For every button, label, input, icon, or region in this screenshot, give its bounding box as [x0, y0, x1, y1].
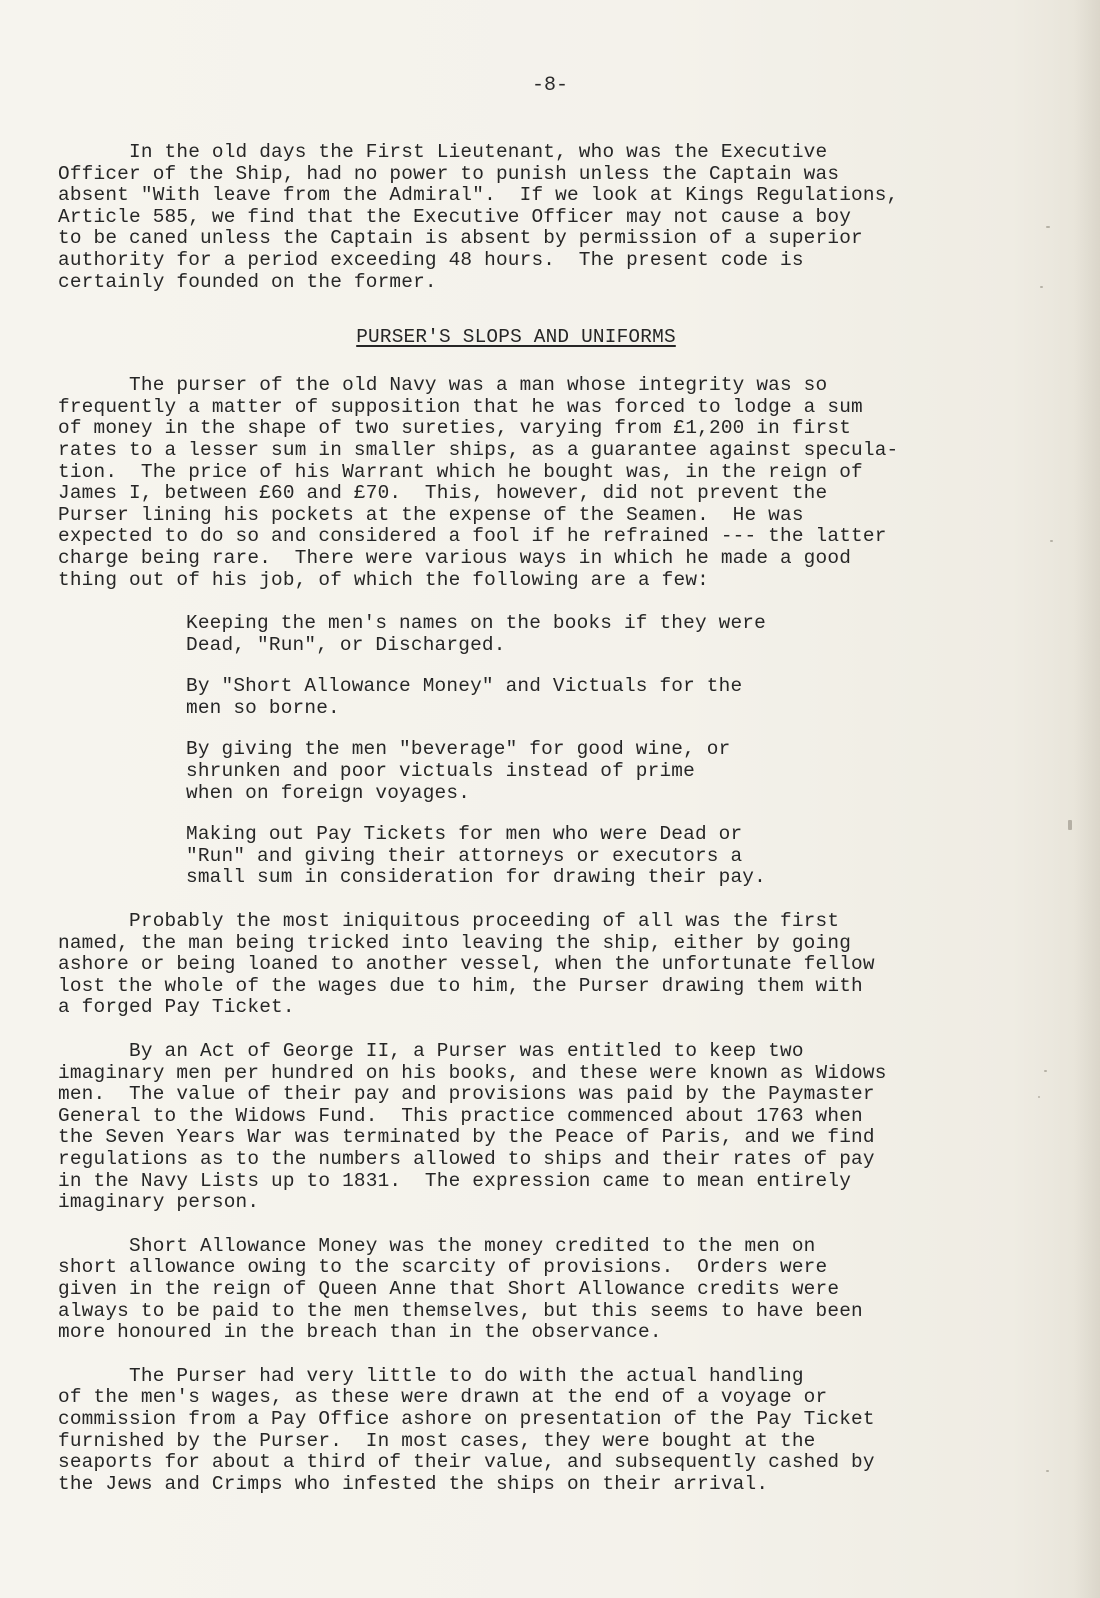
paper-speck: [1038, 1096, 1040, 1098]
text-line: The Purser had very little to do with the actual handling: [58, 1364, 804, 1387]
text-line: tion. The price of his Warrant which he bought was, in the reign of: [58, 460, 863, 483]
page-edge-shadow: [1074, 0, 1100, 1598]
text-line: a forged Pay Ticket.: [58, 996, 295, 1019]
text-line: in the Navy Lists up to 1831. The expression came to mean entirely: [58, 1169, 852, 1192]
text-line: charge being rare. There were various ways in which he made a good: [58, 546, 852, 569]
text-line: frequently a matter of supposition that he was forced to lodge a sum: [58, 395, 863, 418]
paragraph-wages-handling: [58, 1366, 988, 1496]
paragraph-purser-intro: [58, 375, 988, 591]
text-line: the Seven Years War was terminated by the Peace of Paris, and we find: [58, 1126, 875, 1149]
text-line: General to the Widows Fund. This practice commenced about 1763 when: [58, 1104, 863, 1127]
text-line: commission from a Pay Office ashore on presentation of the Pay Ticket: [58, 1407, 875, 1430]
text-line: James I, between £60 and £70. This, however, did not prevent the: [58, 482, 828, 505]
paragraph-short-allowance: [58, 1236, 988, 1344]
text-line: the Jews and Crimps who infested the ships on their arrival.: [58, 1472, 769, 1495]
text-line: shrunken and poor victuals instead of prime: [186, 760, 695, 783]
text-line: more honoured in the breach than in the observance.: [58, 1321, 662, 1344]
list-item: [186, 676, 988, 719]
text-line: of the men's wages, as these were drawn at the end of a voyage or: [58, 1386, 828, 1409]
text-line: Short Allowance Money was the money credited to the men on: [58, 1234, 816, 1257]
paper-speck: [1046, 226, 1050, 228]
text-line: named, the man being tricked into leaving the ship, either by going: [58, 931, 852, 954]
text-line: rates to a lesser sum in smaller ships, as a guarantee against specula-: [58, 438, 899, 461]
text-line: "Run" and giving their attorneys or executors a: [186, 844, 743, 867]
paper-speck: [1044, 1070, 1047, 1072]
text-line: seaports for about a third of their value, and subsequently cashed by: [58, 1451, 875, 1474]
text-line: given in the reign of Queen Anne that Short Allowance credits were: [58, 1277, 840, 1300]
text-line: ashore or being loaned to another vessel, when the unfortunate fellow: [58, 953, 875, 976]
list-item: [186, 739, 988, 804]
text-line: The purser of the old Navy was a man whose integrity was so: [58, 374, 828, 397]
document-body: [58, 142, 988, 1517]
text-line: furnished by the Purser. In most cases, they were bought at the: [58, 1429, 816, 1452]
text-line: short allowance owing to the scarcity of provisions. Orders were: [58, 1256, 828, 1279]
text-line: Probably the most iniquitous proceeding of all was the first: [58, 910, 840, 933]
text-line: Article 585, we find that the Executive Officer may not cause a boy: [58, 205, 852, 228]
paragraph-iniquitous: [58, 911, 988, 1019]
text-line: expected to do so and considered a fool if he refrained --- the latter: [58, 525, 887, 548]
paragraph-widows-men: [58, 1041, 988, 1214]
paper-speck: [1040, 286, 1043, 288]
text-line: Officer of the Ship, had no power to punish unless the Captain was: [58, 162, 840, 185]
text-line: lost the whole of the wages due to him, the Purser drawing them with: [58, 974, 863, 997]
text-line: certainly founded on the former.: [58, 270, 437, 293]
text-line: when on foreign voyages.: [186, 781, 471, 804]
text-line: small sum in consideration for drawing their pay.: [186, 866, 766, 889]
purser-methods-list: [186, 613, 988, 889]
text-line: imaginary men per hundred on his books, and these were known as Widows: [58, 1061, 887, 1084]
text-line: Keeping the men's names on the books if they were: [186, 612, 766, 635]
text-line: always to be paid to the men themselves, but this seems to have been: [58, 1299, 863, 1322]
section-heading-text: PURSER'S SLOPS AND UNIFORMS: [356, 326, 676, 349]
text-line: Dead, "Run", or Discharged.: [186, 633, 506, 656]
text-line: men so borne.: [186, 696, 340, 719]
paper-speck: [1050, 540, 1053, 542]
list-item: [186, 613, 988, 656]
paragraph-executive-officer: [58, 142, 988, 293]
text-line: imaginary person.: [58, 1191, 260, 1214]
list-item: [186, 824, 988, 889]
text-line: By "Short Allowance Money" and Victuals for the: [186, 675, 743, 698]
text-line: By giving the men "beverage" for good wine, or: [186, 738, 731, 761]
text-line: of money in the shape of two sureties, varying from £1,200 in first: [58, 417, 852, 440]
text-line: men. The value of their pay and provisions was paid by the Paymaster: [58, 1083, 875, 1106]
text-line: absent "With leave from the Admiral". If we look at Kings Regulations,: [58, 184, 899, 207]
text-line: authority for a period exceeding 48 hours. The present code is: [58, 248, 804, 271]
section-heading: [44, 327, 988, 349]
text-line: Purser lining his pockets at the expense of the Seamen. He was: [58, 503, 804, 526]
text-line: regulations as to the numbers allowed to ships and their rates of pay: [58, 1147, 875, 1170]
text-line: Making out Pay Tickets for men who were Dead or: [186, 823, 743, 846]
text-line: By an Act of George II, a Purser was entitled to keep two: [58, 1040, 804, 1062]
text-line: In the old days the First Lieutenant, who was the Executive: [58, 141, 828, 163]
text-line: to be caned unless the Captain is absent by permission of a superior: [58, 227, 863, 250]
text-line: thing out of his job, of which the following are a few:: [58, 568, 709, 591]
paper-speck: [1046, 1470, 1049, 1472]
paper-speck: [1068, 820, 1072, 830]
page-number: -8-: [531, 74, 568, 97]
